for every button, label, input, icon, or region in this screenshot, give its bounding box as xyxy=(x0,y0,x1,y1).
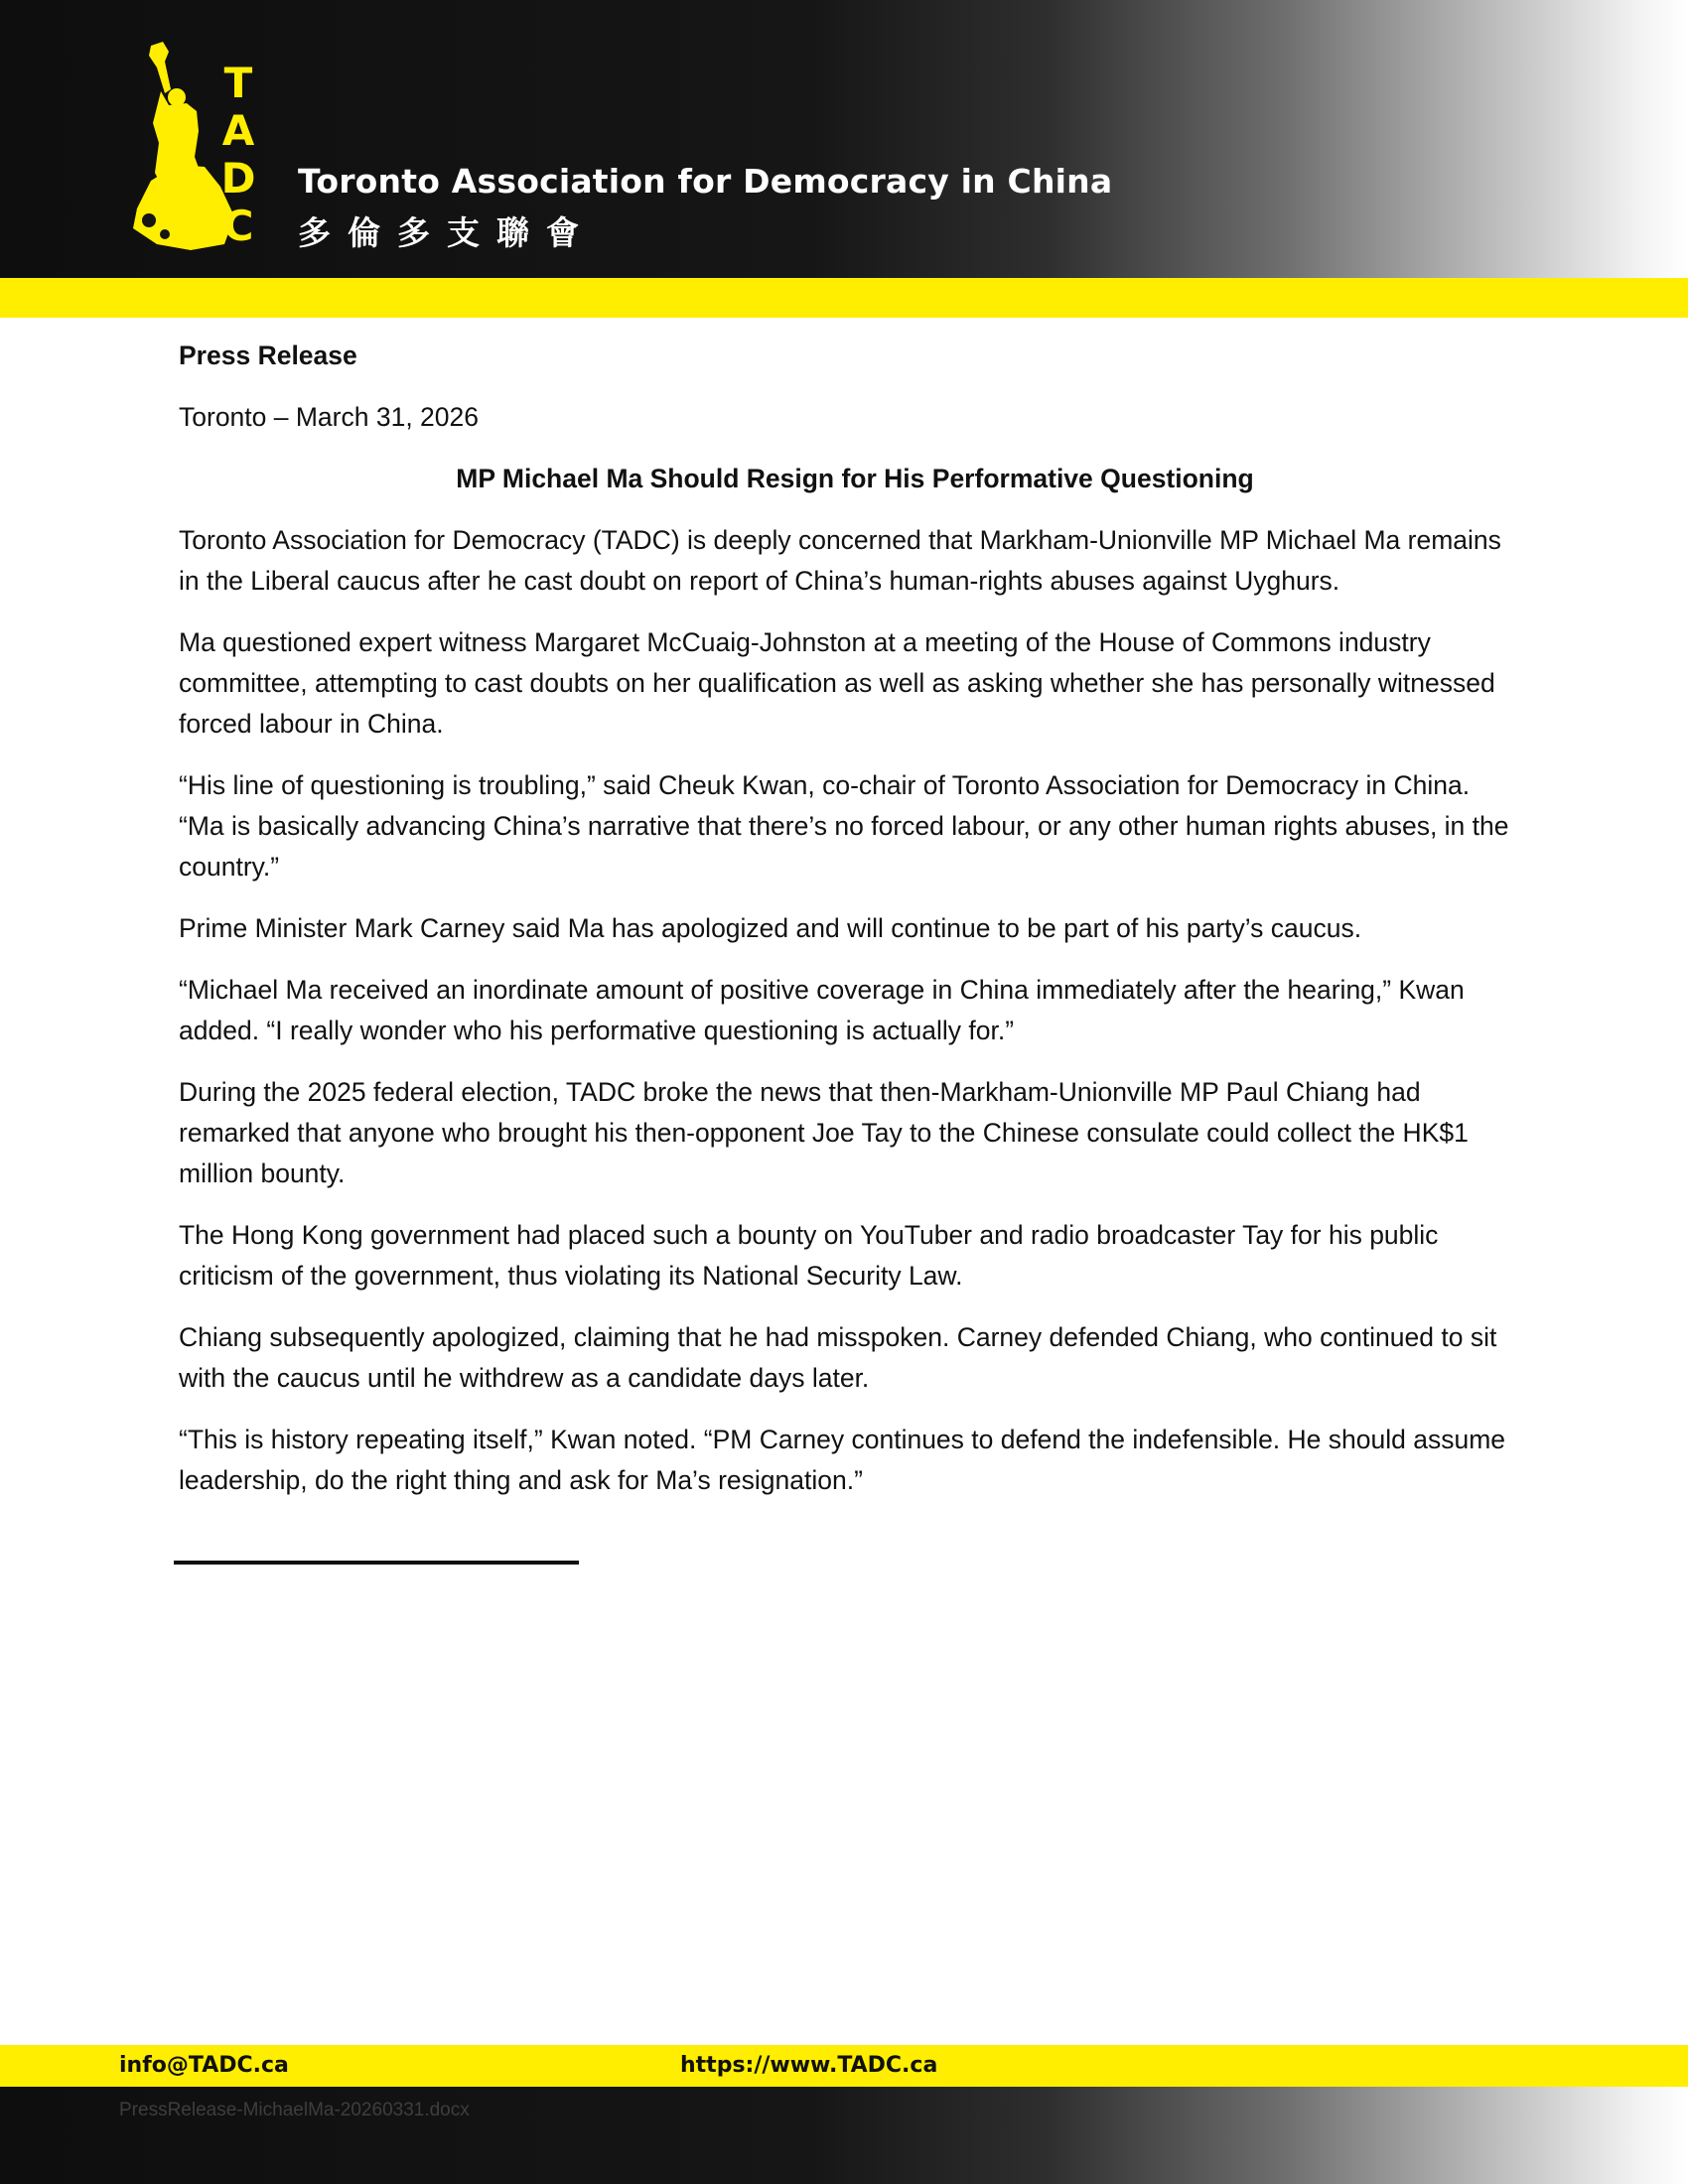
contact-email-link[interactable]: info@TADC.ca xyxy=(119,2053,289,2078)
logo-letter-a: A xyxy=(221,106,255,155)
document-filename: PressRelease-MichaelMa-20260331.docx xyxy=(119,2100,470,2120)
paragraph: “Michael Ma received an inordinate amount of positive coverage in China immediately after the hearing,” Kwan added. “I really wonder who his performative questioning is actually for.” xyxy=(179,975,1465,1045)
org-name-english: Toronto Association for Democracy in China xyxy=(298,162,1113,201)
paragraph: Prime Minister Mark Carney said Ma has apologized and will continue to be part of his party’s caucus. xyxy=(179,913,1362,943)
document-label: Press Release xyxy=(179,341,357,370)
paragraph: Ma questioned expert witness Margaret McCuaig-Johnston at a meeting of the House of Commons industry committee, attempting to cast doubts on her qualification as well as asking whether she has personally witnessed forced labour in China. xyxy=(179,627,1495,739)
website-link[interactable]: https://www.TADC.ca xyxy=(680,2053,938,2078)
logo-letter-c: C xyxy=(222,202,254,250)
press-release-body xyxy=(179,336,1509,1522)
paragraph: “His line of questioning is troubling,” said Cheuk Kwan, co-chair of Toronto Association for Democracy in China. “Ma is basically advancing China’s narrative that there’s no forced labour, or any other human rights abuses, in the country.” xyxy=(179,770,1509,882)
paragraph: During the 2025 federal election, TADC broke the news that then-Markham-Unionville MP Paul Chiang had remarked that anyone who brought his then-opponent Joe Tay to the Chinese consulate could collect the HK$1 million bounty. xyxy=(179,1077,1469,1188)
end-rule xyxy=(174,1561,579,1565)
paragraph: The Hong Kong government had placed such a bounty on YouTuber and radio broadcaster Tay for his public criticism of the government, thus violating its National Security Law. xyxy=(179,1220,1439,1291)
org-name-chinese: 多倫多支聯會 xyxy=(298,213,596,252)
logo-letter-t: T xyxy=(223,59,253,107)
paragraph: Chiang subsequently apologized, claiming that he had misspoken. Carney defended Chiang, who continued to sit with the caucus until he withdrew as a candidate days later. xyxy=(179,1322,1497,1393)
tadc-logo xyxy=(125,40,264,254)
headline: MP Michael Ma Should Resign for His Performative Questioning xyxy=(456,464,1254,493)
paragraph: Toronto Association for Democracy (TADC) is deeply concerned that Markham-Unionville MP Michael Ma remains in the Liberal caucus after he cast doubt on report of China’s human-rights abuses against Uyghurs. xyxy=(179,525,1501,596)
header-yellow-stripe xyxy=(0,278,1688,318)
dateline: Toronto – March 31, 2026 xyxy=(179,402,479,432)
logo-letter-d: D xyxy=(220,154,256,203)
paragraph: “This is history repeating itself,” Kwan noted. “PM Carney continues to defend the indefensible. He should assume leadership, do the right thing and ask for Ma’s resignation.” xyxy=(179,1425,1506,1495)
